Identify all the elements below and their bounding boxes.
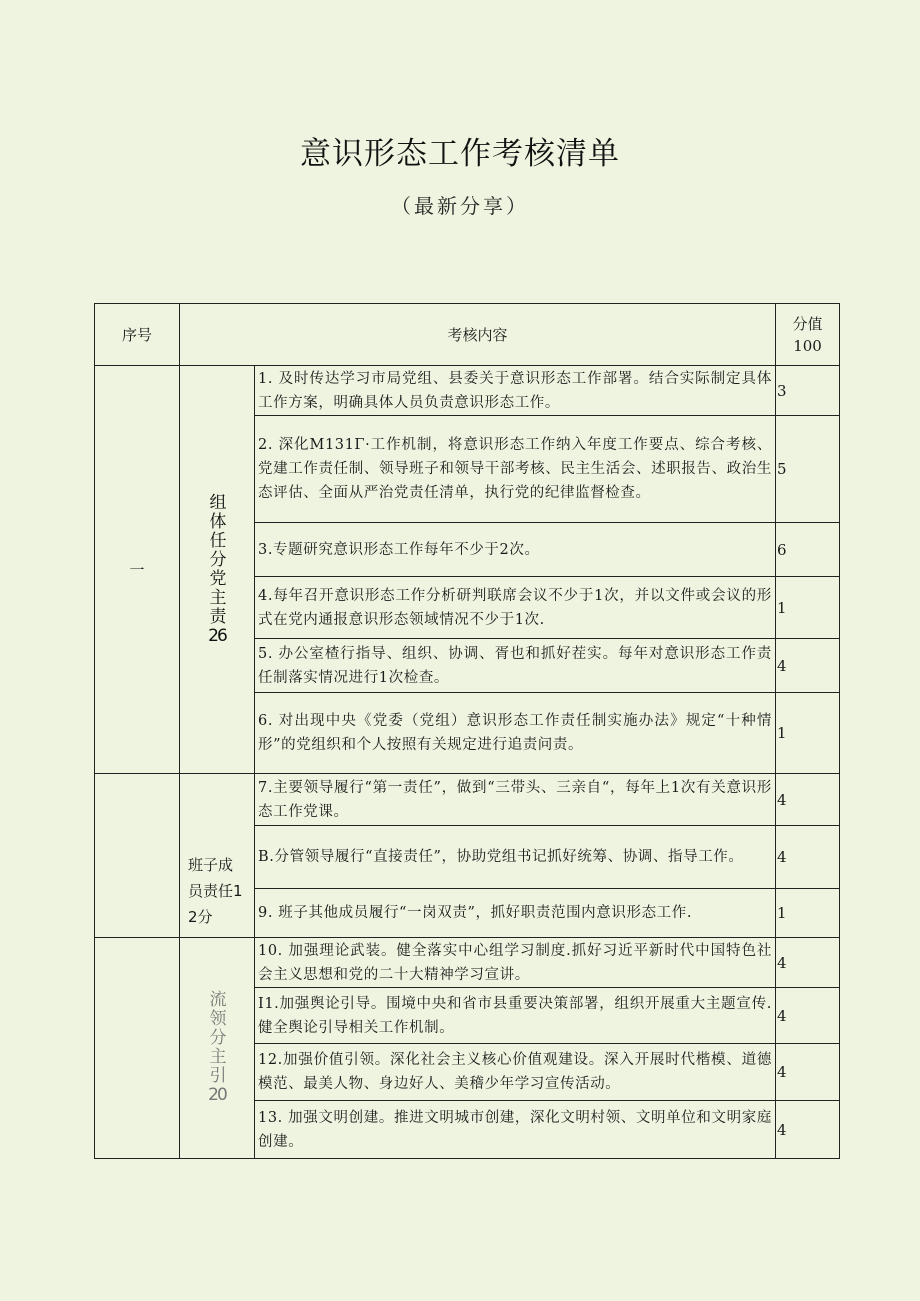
item-8-score: 4 [776,826,840,889]
item-13-content: 13. 加强文明创建。推进文明城市创建，深化文明村领、文明单位和文明家庭创建。 [255,1101,776,1159]
header-score [776,304,840,366]
item-6-content: 6. 对出现中央《党委（党组）意识形态工作责任制实施办法》规定“十种情形”的党组织和个人按照有关规定进行追责问责。 [255,693,776,774]
item-3-content: 3.专题研究意识形态工作每年不少于2次。 [255,523,776,577]
item-1-score: 3 [776,366,840,416]
section-2-category-text: 班子成员责任12分 [188,855,243,926]
item-5-content: 5. 办公室楂行指导、组织、协调、胥也和抓好茬实。每年对意识形态工作责任制落实情况进行1次检查。 [255,639,776,693]
item-5-score: 4 [776,639,840,693]
document-subtitle: （最新分享） [391,194,529,218]
item-11-score: 4 [776,988,840,1044]
header-content: 考核内容 [180,304,776,366]
section-2-category [180,774,255,938]
section-3-category [180,938,255,1159]
item-11-content: I1.加强舆论引导。围境中央和省市县重要决策部署，组织开展重大主题宣传.健全舆论引导相关工作机制。 [255,988,776,1044]
table-header-row [95,304,840,366]
assessment-table [94,303,840,1159]
section-1-category [180,366,255,774]
section-3-seq [95,938,180,1159]
table-row [95,774,840,826]
document-title: 意识形态工作考核清单 [300,136,620,172]
item-2-score: 5 [776,416,840,523]
item-8-content: B.分管领导履行“直接责任”，协助党组书记抓好统筹、协调、指导工作。 [255,826,776,889]
item-7-content: 7.主要领导履行“第一责任”，做到“三带头、三亲自“，每年上1次有关意识形态工作党课。 [255,774,776,826]
header-score-label: 分值 [792,314,823,333]
section-3-category-text: 流领分主引20 [208,990,226,1105]
header-score-total: 100 [793,336,822,355]
section-1-seq: 一 [95,366,180,774]
item-4-content: 4.每年召开意识形态工作分析研判联席会议不少于1次，并以文件或会议的形式在党内通报意识形态领域情况不少于1次. [255,577,776,639]
item-9-score: 1 [776,889,840,938]
section-1-category-text: 组体任分党主责26 [208,492,226,646]
item-6-score: 1 [776,693,840,774]
table-row [95,938,840,988]
item-10-score: 4 [776,938,840,988]
item-10-content: 10. 加强理论武装。健全落实中心组学习制度.抓好习近平新时代中国特色社会主义思想和党的二十大精神学习宣讲。 [255,938,776,988]
item-1-content: 1. 及时传达学习市局党组、县委关于意识形态工作部署。结合实际制定具体工作方案，明确具体人员负责意识形态工作。 [255,366,776,416]
item-4-score: 1 [776,577,840,639]
item-3-score: 6 [776,523,840,577]
item-13-score: 4 [776,1101,840,1159]
item-7-score: 4 [776,774,840,826]
item-12-content: 12.加强价值引领。深化社会主义核心价值观建设。深入开展时代楷模、道德模范、最美人物、身边好人、美稽少年学习宣传活动。 [255,1044,776,1101]
section-2-seq [95,774,180,938]
item-2-content: 2. 深化M131Γ·工作机制，将意识形态工作纳入年度工作要点、综合考核、党建工作责任制、领导班子和领导干部考核、民主生活会、述职报告、政治生态评估、全面从严治党责任清单，执行党的纪律监督检查。 [255,416,776,523]
item-12-score: 4 [776,1044,840,1101]
header-seq: 序号 [95,304,180,366]
item-9-content: 9. 班子其他成员履行“一岗双责”，抓好职责范围内意识形态工作. [255,889,776,938]
table-row [95,366,840,416]
